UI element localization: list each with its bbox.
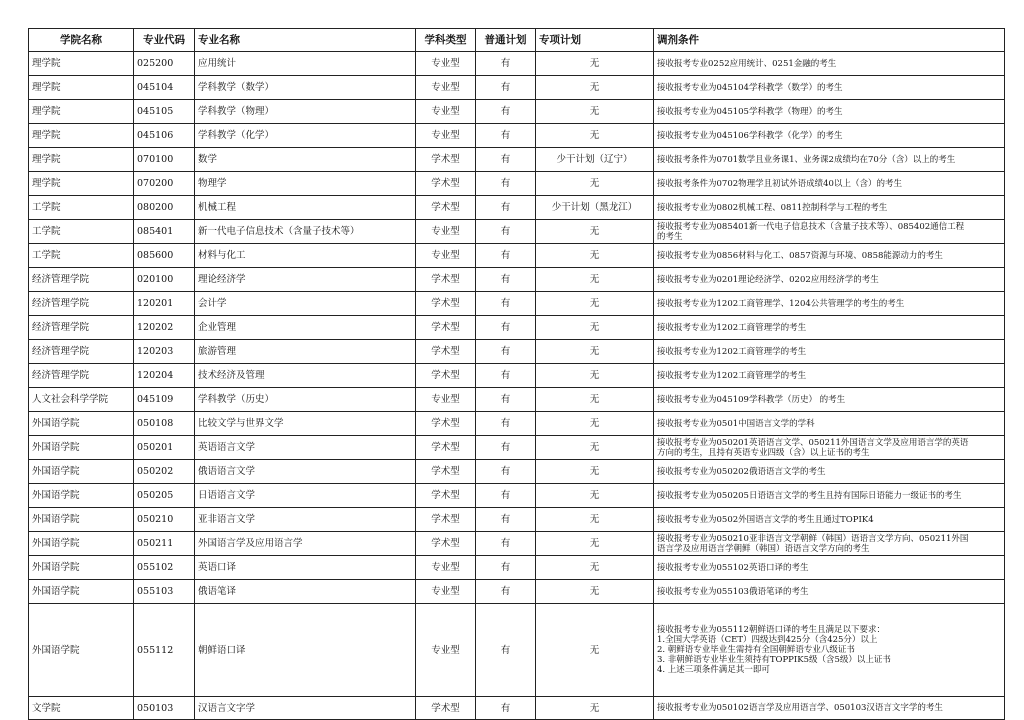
cell-plan-special: 无 <box>536 580 654 604</box>
cell-type: 学术型 <box>416 460 476 484</box>
table-row <box>29 316 1005 340</box>
cell-condition <box>654 76 1005 100</box>
cell-major: 英语语言文学 <box>195 436 416 460</box>
cell-major: 日语语言文学 <box>195 484 416 508</box>
cell-code: 055112 <box>134 604 195 697</box>
cell-plan-normal: 有 <box>476 100 536 124</box>
cell-code: 045104 <box>134 76 195 100</box>
cell-college: 外国语学院 <box>29 556 134 580</box>
cell-type: 专业型 <box>416 76 476 100</box>
condition-line: 接收报考专业为1202工商管理学的考生 <box>657 370 807 381</box>
header-major: 专业名称 <box>195 29 416 52</box>
cell-plan-normal: 有 <box>476 388 536 412</box>
table-row <box>29 484 1005 508</box>
header-plan-normal: 普通计划 <box>476 29 536 52</box>
cell-major: 新一代电子信息技术（含量子技术等） <box>195 220 416 244</box>
cell-plan-normal: 有 <box>476 340 536 364</box>
cell-plan-special: 无 <box>536 100 654 124</box>
cell-code: 050211 <box>134 532 195 556</box>
cell-code: 085401 <box>134 220 195 244</box>
cell-plan-normal: 有 <box>476 412 536 436</box>
cell-plan-normal: 有 <box>476 556 536 580</box>
condition-line: 接收报考专业为0856材料与化工、0857资源与环境、0858能源动力的考生 <box>657 250 943 261</box>
cell-college: 理学院 <box>29 124 134 148</box>
cell-condition <box>654 412 1005 436</box>
cell-code: 080200 <box>134 196 195 220</box>
cell-plan-special: 无 <box>536 268 654 292</box>
cell-plan-normal: 有 <box>476 124 536 148</box>
condition-line: 2. 朝鲜语专业毕业生需持有全国朝鲜语专业八级证书 <box>657 645 855 655</box>
cell-condition <box>654 124 1005 148</box>
cell-college: 外国语学院 <box>29 460 134 484</box>
cell-plan-special: 无 <box>536 76 654 100</box>
cell-condition <box>654 220 1005 244</box>
cell-plan-normal: 有 <box>476 172 536 196</box>
cell-plan-normal: 有 <box>476 364 536 388</box>
cell-condition <box>654 484 1005 508</box>
cell-major: 学科教学（数学） <box>195 76 416 100</box>
table-row <box>29 244 1005 268</box>
condition-line: 接收报考专业为0802机械工程、0811控制科学与工程的考生 <box>657 202 888 213</box>
cell-plan-special: 无 <box>536 484 654 508</box>
cell-code: 055102 <box>134 556 195 580</box>
condition-line: 接收报考专业为085401新一代电子信息技术（含量子技术等）、085402通信工程 <box>657 221 965 232</box>
cell-college: 外国语学院 <box>29 508 134 532</box>
cell-major: 学科教学（物理） <box>195 100 416 124</box>
cell-code: 120201 <box>134 292 195 316</box>
cell-condition <box>654 196 1005 220</box>
cell-plan-special: 无 <box>536 697 654 720</box>
condition-line: 接收报考专业为050205日语语言文学的考生且持有国际日语能力一级证书的考生 <box>657 490 962 501</box>
condition-line: 接收报考条件为0701数学且业务课1、业务课2成绩均在70分（含）以上的考生 <box>657 154 956 165</box>
cell-condition <box>654 100 1005 124</box>
table-row <box>29 532 1005 556</box>
cell-condition <box>654 532 1005 556</box>
cell-condition <box>654 460 1005 484</box>
cell-type: 专业型 <box>416 556 476 580</box>
cell-code: 045106 <box>134 124 195 148</box>
table-row <box>29 436 1005 460</box>
cell-type: 专业型 <box>416 244 476 268</box>
cell-type: 专业型 <box>416 124 476 148</box>
cell-major: 比较文学与世界文学 <box>195 412 416 436</box>
condition-line: 3. 非朝鲜语专业毕业生须持有TOPPIK5级（含5级）以上证书 <box>657 655 891 665</box>
condition-line: 4. 上述三项条件满足其一即可 <box>657 665 770 675</box>
table-row <box>29 340 1005 364</box>
cell-plan-special: 无 <box>536 244 654 268</box>
cell-type: 专业型 <box>416 388 476 412</box>
cell-condition <box>654 604 1005 697</box>
table-row <box>29 556 1005 580</box>
cell-plan-normal: 有 <box>476 316 536 340</box>
cell-plan-normal: 有 <box>476 484 536 508</box>
cell-type: 学术型 <box>416 196 476 220</box>
cell-college: 理学院 <box>29 148 134 172</box>
cell-code: 120202 <box>134 316 195 340</box>
cell-code: 120203 <box>134 340 195 364</box>
table-row <box>29 52 1005 76</box>
cell-type: 学术型 <box>416 340 476 364</box>
cell-plan-normal: 有 <box>476 196 536 220</box>
table-row <box>29 220 1005 244</box>
condition-line: 接收报考专业为055102英语口译的考生 <box>657 562 809 573</box>
condition-line: 接收报考专业为050201英语语言文学、050211外国语言文学及应用语言学的英语 <box>657 437 969 448</box>
cell-major: 外国语言学及应用语言学 <box>195 532 416 556</box>
cell-code: 045109 <box>134 388 195 412</box>
cell-type: 专业型 <box>416 220 476 244</box>
cell-major: 材料与化工 <box>195 244 416 268</box>
cell-plan-normal: 有 <box>476 292 536 316</box>
cell-code: 050201 <box>134 436 195 460</box>
cell-code: 085600 <box>134 244 195 268</box>
cell-major: 学科教学（化学） <box>195 124 416 148</box>
cell-college: 工学院 <box>29 196 134 220</box>
table-row <box>29 268 1005 292</box>
adjustment-table <box>28 28 1005 720</box>
condition-line: 的考生 <box>657 231 683 242</box>
cell-major: 旅游管理 <box>195 340 416 364</box>
cell-code: 070200 <box>134 172 195 196</box>
condition-line: 接收报考专业为1202工商管理学的考生 <box>657 346 807 357</box>
cell-condition <box>654 172 1005 196</box>
cell-plan-special: 无 <box>536 340 654 364</box>
cell-condition <box>654 148 1005 172</box>
cell-code: 050210 <box>134 508 195 532</box>
cell-major: 俄语笔译 <box>195 580 416 604</box>
cell-major: 企业管理 <box>195 316 416 340</box>
cell-type: 学术型 <box>416 412 476 436</box>
cell-college: 经济管理学院 <box>29 292 134 316</box>
cell-plan-special: 无 <box>536 460 654 484</box>
cell-major: 技术经济及管理 <box>195 364 416 388</box>
cell-plan-normal: 有 <box>476 148 536 172</box>
cell-plan-normal: 有 <box>476 220 536 244</box>
cell-condition <box>654 316 1005 340</box>
cell-college: 经济管理学院 <box>29 316 134 340</box>
cell-college: 理学院 <box>29 100 134 124</box>
cell-plan-special: 无 <box>536 124 654 148</box>
cell-condition <box>654 556 1005 580</box>
cell-major: 物理学 <box>195 172 416 196</box>
cell-college: 理学院 <box>29 172 134 196</box>
cell-code: 045105 <box>134 100 195 124</box>
cell-code: 050202 <box>134 460 195 484</box>
cell-plan-special: 无 <box>536 52 654 76</box>
header-college: 学院名称 <box>29 29 134 52</box>
cell-major: 学科教学（历史） <box>195 388 416 412</box>
condition-line: 1.全国大学英语（CET）四级达到425分（含425分）以上 <box>657 635 878 645</box>
cell-plan-normal: 有 <box>476 532 536 556</box>
cell-plan-normal: 有 <box>476 52 536 76</box>
cell-condition <box>654 580 1005 604</box>
cell-plan-normal: 有 <box>476 76 536 100</box>
cell-plan-special: 无 <box>536 556 654 580</box>
cell-type: 学术型 <box>416 172 476 196</box>
condition-line: 接收报考专业为050102语言学及应用语言学、050103汉语言文字学的考生 <box>657 703 943 713</box>
cell-plan-special: 无 <box>536 388 654 412</box>
cell-condition <box>654 388 1005 412</box>
condition-line: 接收报考专业为045106学科教学（化学）的考生 <box>657 130 843 141</box>
cell-college: 外国语学院 <box>29 604 134 697</box>
cell-type: 学术型 <box>416 436 476 460</box>
cell-college: 理学院 <box>29 76 134 100</box>
cell-plan-normal: 有 <box>476 244 536 268</box>
cell-college: 外国语学院 <box>29 580 134 604</box>
cell-type: 专业型 <box>416 52 476 76</box>
cell-type: 学术型 <box>416 268 476 292</box>
cell-plan-special: 无 <box>536 316 654 340</box>
cell-major: 会计学 <box>195 292 416 316</box>
cell-type: 专业型 <box>416 100 476 124</box>
cell-college: 经济管理学院 <box>29 364 134 388</box>
cell-code: 050108 <box>134 412 195 436</box>
cell-plan-special: 少干计划（辽宁） <box>536 148 654 172</box>
cell-type: 学术型 <box>416 508 476 532</box>
cell-major: 数学 <box>195 148 416 172</box>
cell-plan-normal: 有 <box>476 508 536 532</box>
table-row <box>29 76 1005 100</box>
cell-condition <box>654 268 1005 292</box>
table-row <box>29 580 1005 604</box>
table-row <box>29 196 1005 220</box>
cell-major: 俄语语言文学 <box>195 460 416 484</box>
condition-line: 接收报考专业为045105学科教学（物理）的考生 <box>657 106 843 117</box>
cell-code: 025200 <box>134 52 195 76</box>
condition-line: 接收报考专业为045109学科教学（历史） 的考生 <box>657 394 846 405</box>
cell-type: 学术型 <box>416 292 476 316</box>
condition-line: 接收报考专业为050202俄语语言文学的考生 <box>657 466 826 477</box>
condition-line: 接收报考专业为0201理论经济学、0202应用经济学的考生 <box>657 274 879 285</box>
cell-plan-special: 无 <box>536 364 654 388</box>
condition-line: 接收报考专业为050210亚非语言文学朝鲜（韩国）语语言文学方向、050211外国 <box>657 533 969 544</box>
cell-major: 英语口译 <box>195 556 416 580</box>
cell-college: 工学院 <box>29 220 134 244</box>
cell-plan-normal: 有 <box>476 268 536 292</box>
cell-plan-special: 无 <box>536 604 654 697</box>
cell-type: 学术型 <box>416 484 476 508</box>
cell-code: 070100 <box>134 148 195 172</box>
cell-plan-special: 无 <box>536 436 654 460</box>
cell-plan-normal: 有 <box>476 580 536 604</box>
table-row <box>29 100 1005 124</box>
cell-plan-special: 无 <box>536 220 654 244</box>
condition-line: 方向的考生，且持有英语专业四级（含）以上证书的考生 <box>657 447 870 458</box>
cell-type: 学术型 <box>416 364 476 388</box>
cell-condition <box>654 508 1005 532</box>
cell-major: 理论经济学 <box>195 268 416 292</box>
table-row <box>29 604 1005 697</box>
table-row <box>29 148 1005 172</box>
cell-college: 理学院 <box>29 52 134 76</box>
cell-plan-normal: 有 <box>476 436 536 460</box>
cell-condition <box>654 52 1005 76</box>
cell-college: 外国语学院 <box>29 484 134 508</box>
table-body <box>29 52 1005 720</box>
table-row <box>29 292 1005 316</box>
cell-condition <box>654 340 1005 364</box>
cell-major: 亚非语言文学 <box>195 508 416 532</box>
cell-plan-special: 无 <box>536 172 654 196</box>
cell-code: 120204 <box>134 364 195 388</box>
cell-type: 学术型 <box>416 532 476 556</box>
cell-major: 机械工程 <box>195 196 416 220</box>
cell-college: 经济管理学院 <box>29 268 134 292</box>
header-condition: 调剂条件 <box>654 29 1005 52</box>
cell-college: 外国语学院 <box>29 436 134 460</box>
cell-type: 学术型 <box>416 316 476 340</box>
condition-line: 接收报考专业为0502外国语言文学的考生且通过TOPIK4 <box>657 514 874 525</box>
cell-type: 学术型 <box>416 148 476 172</box>
condition-line: 接收报考专业为055103俄语笔译的考生 <box>657 586 809 597</box>
cell-college: 人文社会科学学院 <box>29 388 134 412</box>
cell-code: 050103 <box>134 697 195 720</box>
table-row <box>29 460 1005 484</box>
cell-major: 汉语言文字学 <box>195 697 416 720</box>
cell-college: 外国语学院 <box>29 412 134 436</box>
cell-type: 专业型 <box>416 604 476 697</box>
cell-plan-special: 无 <box>536 508 654 532</box>
table-row <box>29 172 1005 196</box>
condition-line: 接收报考专业为055112朝鲜语口译的考生且满足以下要求： <box>657 625 885 635</box>
cell-plan-special: 无 <box>536 292 654 316</box>
cell-plan-normal: 有 <box>476 460 536 484</box>
condition-line: 接收报考条件为0702物理学且初试外语成绩40以上（含）的考生 <box>657 178 902 189</box>
cell-condition <box>654 364 1005 388</box>
cell-college: 工学院 <box>29 244 134 268</box>
cell-plan-normal: 有 <box>476 604 536 697</box>
header-code: 专业代码 <box>134 29 195 52</box>
condition-line: 接收报考专业为1202工商管理学、1204公共管理学的考生的考生 <box>657 298 905 309</box>
cell-type: 学术型 <box>416 697 476 720</box>
cell-major: 朝鲜语口译 <box>195 604 416 697</box>
cell-condition <box>654 697 1005 720</box>
table-row <box>29 508 1005 532</box>
condition-line: 接收报考专业为045104学科教学（数学）的考生 <box>657 82 843 93</box>
cell-major: 应用统计 <box>195 52 416 76</box>
table-row <box>29 364 1005 388</box>
condition-line: 接收报考专业0252应用统计、0251金融的考生 <box>657 58 837 69</box>
cell-college: 文学院 <box>29 697 134 720</box>
cell-plan-special: 无 <box>536 532 654 556</box>
condition-line: 语言学及应用语言学朝鲜（韩国）语语言文学方向的考生 <box>657 543 870 554</box>
cell-plan-special: 无 <box>536 412 654 436</box>
cell-plan-special: 少干计划（黑龙江） <box>536 196 654 220</box>
table-row <box>29 388 1005 412</box>
cell-type: 专业型 <box>416 580 476 604</box>
cell-code: 050205 <box>134 484 195 508</box>
table-row <box>29 124 1005 148</box>
cell-condition <box>654 436 1005 460</box>
condition-line: 接收报考专业为1202工商管理学的考生 <box>657 322 807 333</box>
cell-condition <box>654 244 1005 268</box>
cell-college: 经济管理学院 <box>29 340 134 364</box>
header-plan-special: 专项计划 <box>536 29 654 52</box>
cell-code: 020100 <box>134 268 195 292</box>
cell-plan-normal: 有 <box>476 697 536 720</box>
table-row <box>29 697 1005 720</box>
cell-college: 外国语学院 <box>29 532 134 556</box>
cell-condition <box>654 292 1005 316</box>
header-row <box>29 29 1005 52</box>
cell-code: 055103 <box>134 580 195 604</box>
header-type: 学科类型 <box>416 29 476 52</box>
table-row <box>29 412 1005 436</box>
condition-line: 接收报考专业为0501中国语言文学的学科 <box>657 418 815 429</box>
